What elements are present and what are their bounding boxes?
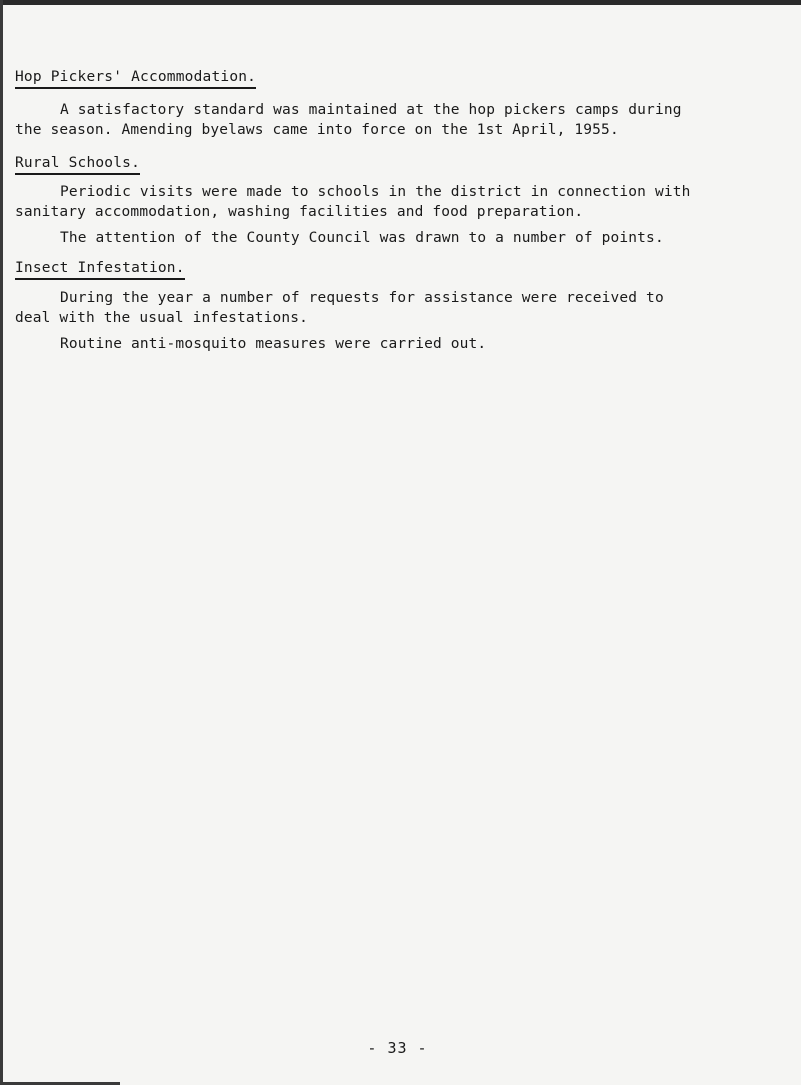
- paragraph-line: A satisfactory standard was maintained at the hop pickers camps during: [60, 102, 682, 118]
- paragraph-line: Routine anti-mosquito measures were carried out.: [60, 336, 487, 352]
- paragraph-line: sanitary accommodation, washing facilities and food preparation.: [15, 204, 584, 220]
- paragraph-infestation-requests: [15, 288, 795, 328]
- paragraph-county-council: [15, 228, 795, 248]
- top-border: [0, 0, 801, 5]
- paragraph-hop-pickers: [15, 100, 795, 140]
- paragraph-school-visits: [15, 182, 795, 222]
- page-number: - 33 -: [367, 1039, 428, 1057]
- paragraph-line: the season. Amending byelaws came into force on the 1st April, 1955.: [15, 122, 619, 138]
- paragraph-anti-mosquito: [15, 334, 795, 354]
- section-heading-insect-infestation: Insect Infestation.: [15, 259, 185, 280]
- section-heading-hop-pickers: Hop Pickers' Accommodation.: [15, 68, 256, 89]
- paragraph-line: The attention of the County Council was drawn to a number of points.: [60, 230, 664, 246]
- paragraph-line: During the year a number of requests for assistance were received to: [60, 290, 664, 306]
- left-border: [0, 0, 3, 1085]
- section-heading-rural-schools: Rural Schools.: [15, 154, 140, 175]
- paragraph-line: deal with the usual infestations.: [15, 310, 309, 326]
- paragraph-line: Periodic visits were made to schools in the district in connection with: [60, 184, 691, 200]
